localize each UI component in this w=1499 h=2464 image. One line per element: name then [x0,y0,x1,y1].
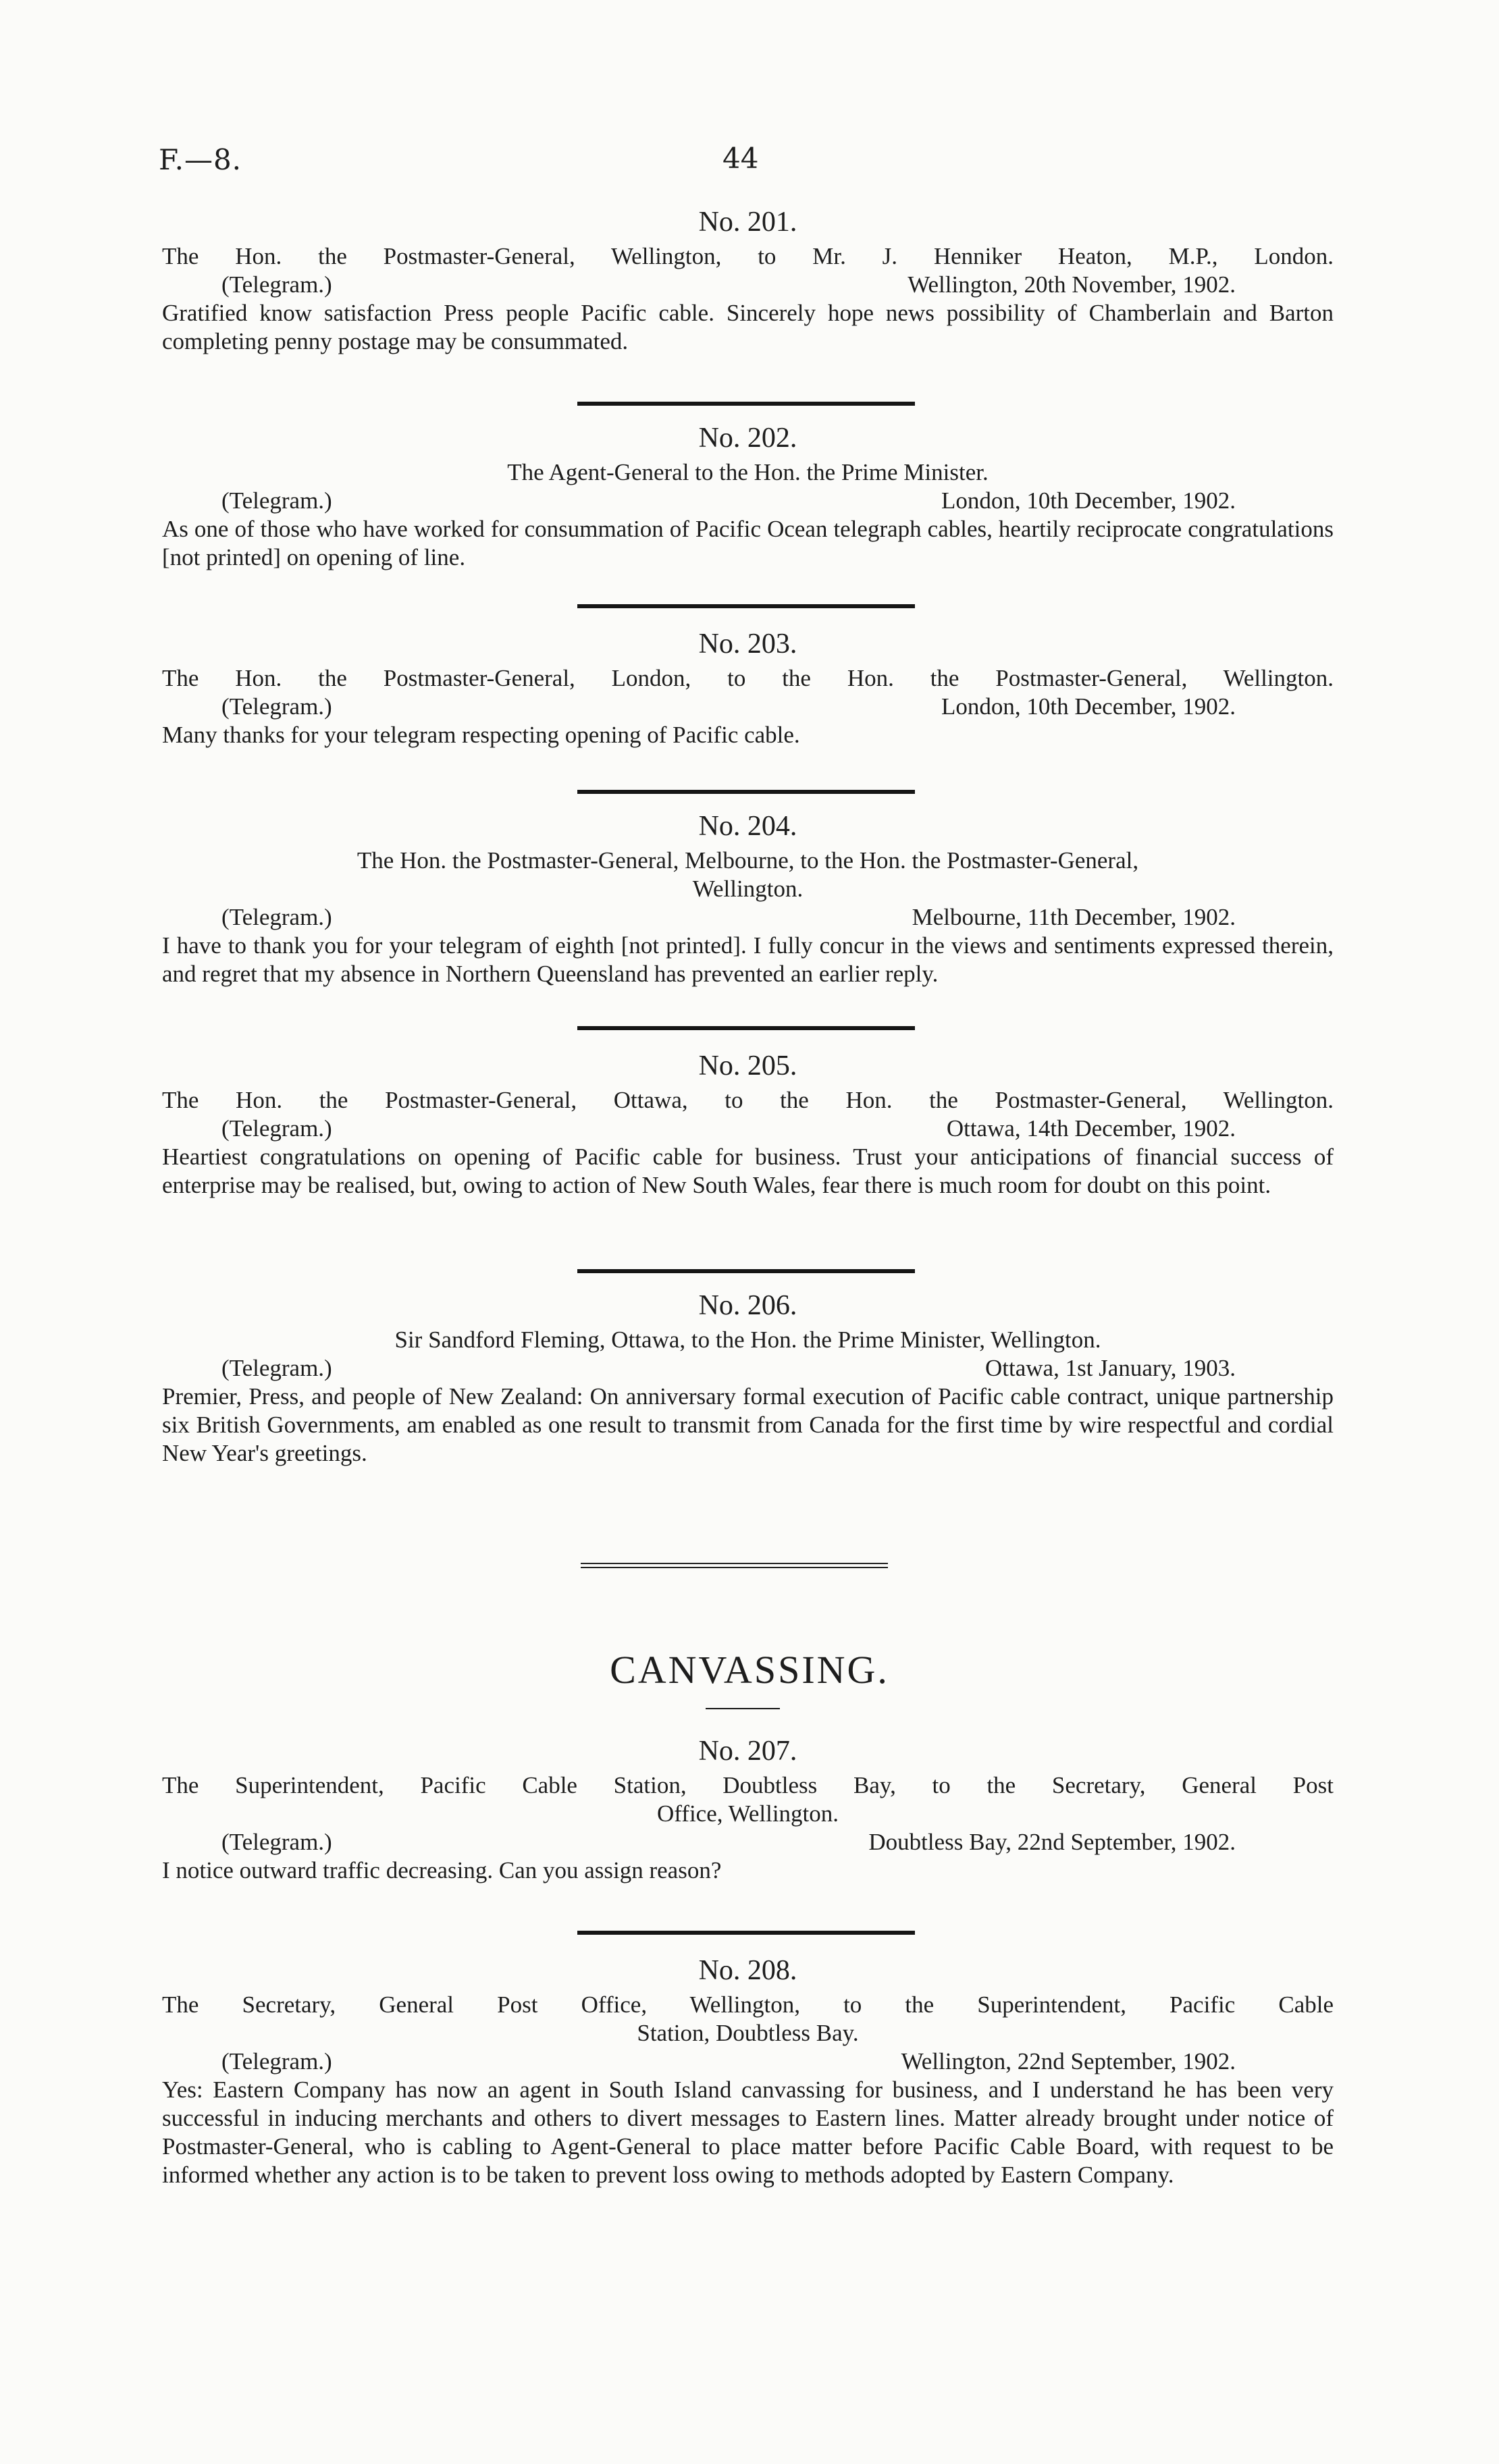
telegram-entry-203 [162,628,1334,749]
telegram-line [162,693,1334,721]
telegram-line [162,1354,1334,1383]
place-date: Ottawa, 1st January, 1903. [985,1355,1236,1381]
telegram-label: (Telegram.) [221,487,332,514]
place-date: Wellington, 22nd September, 1902. [901,2048,1236,2074]
entry-header-continued: Station, Doubtless Bay. [637,2020,859,2046]
entry-header: The Agent-General to the Hon. the Prime Minister. [507,459,989,485]
entry-header: The Secretary, General Post Office, Wellington, to the Superintendent, Pacific Cable [162,1991,1334,2018]
entry-number: No. 206. [698,1290,797,1321]
page-number: 44 [722,142,759,175]
telegram-line [162,2047,1334,2076]
telegram-entry-201 [162,206,1334,356]
entry-header: The Hon. the Postmaster-General, Ottawa, to the Hon. the Postmaster-General, Wellington. [162,1087,1334,1113]
entry-header: Sir Sandford Fleming, Ottawa, to the Hon. the Prime Minister, Wellington. [394,1327,1101,1353]
telegram-entry-205 [162,1050,1334,1200]
entry-number: No. 204. [698,811,797,842]
section-rule [577,1269,915,1273]
section-rule [577,1026,915,1030]
double-rule [581,1563,888,1568]
entry-number: No. 202. [698,423,797,454]
entry-body: I have to thank you for your telegram of eighth [not printed]. I fully concur in the views and sentiments expressed therein, and regret that my absence in Northern Queensland has prevented an earlier reply. [162,932,1334,987]
telegram-label: (Telegram.) [221,1115,332,1142]
entry-body: As one of those who have worked for consummation of Pacific Ocean telegraph cables, heartily reciprocate congratulations [not printed] on opening of line. [162,516,1334,570]
section-rule [577,1931,915,1935]
telegram-label: (Telegram.) [221,904,332,930]
entry-body: Yes: Eastern Company has now an agent in South Island canvassing for business, and I understand he has been very successful in inducing merchants and others to divert messages to Eastern lines. Matter already brought under notice of Postmaster-General, who is cabling to Agent-General to place matter before Pacific Cable Board, with request to be informed whether any action is to be taken to prevent loss owing to methods adopted by Eastern Company. [162,2077,1334,2188]
telegram-entry-207 [162,1735,1334,1885]
entry-body: Many thanks for your telegram respecting opening of Pacific cable. [162,722,800,748]
telegram-entry-208 [162,1954,1334,2189]
entry-body: Heartiest congratulations on opening of Pacific cable for business. Trust your anticipations of financial success of enterprise may be realised, but, owing to action of New South Wales, fear there is much room for doubt on this point. [162,1144,1334,1198]
page-reference: F.—8. [159,143,242,176]
entry-number: No. 201. [698,207,797,238]
telegram-line [162,271,1334,299]
entry-number: No. 205. [698,1050,797,1081]
place-date: London, 10th December, 1902. [941,693,1236,720]
place-date: Melbourne, 11th December, 1902. [912,904,1236,930]
telegram-label: (Telegram.) [221,1829,332,1855]
entry-header: The Superintendent, Pacific Cable Station, Doubtless Bay, to the Secretary, General Post [162,1772,1334,1798]
entry-body: I notice outward traffic decreasing. Can you assign reason? [162,1857,722,1883]
telegram-entry-204 [162,810,1334,988]
telegram-label: (Telegram.) [221,271,332,298]
place-date: London, 10th December, 1902. [941,487,1236,514]
telegram-line [162,903,1334,932]
section-title: CANVASSING. [610,1648,889,1692]
place-date: Ottawa, 14th December, 1902. [946,1115,1236,1142]
entry-number: No. 207. [698,1736,797,1767]
title-underline [706,1708,780,1709]
telegram-entry-202 [162,422,1334,572]
place-date: Doubtless Bay, 22nd September, 1902. [868,1829,1236,1855]
telegram-line [162,1828,1334,1856]
entry-body: Premier, Press, and people of New Zealand: On anniversary formal execution of Pacific cable contract, unique partnership six British Governments, am enabled as one result to transmit from Canada for the first time by wire respectful and cordial New Year's greetings. [162,1383,1334,1466]
telegram-line [162,1115,1334,1143]
entry-number: No. 208. [698,1955,797,1986]
entry-header: The Hon. the Postmaster-General, Wellington, to Mr. J. Henniker Heaton, M.P., London. [162,243,1334,269]
section-rule [577,604,915,608]
telegram-line [162,487,1334,515]
entry-header-continued: Wellington. [692,876,804,902]
entry-header-continued: Office, Wellington. [656,1800,839,1827]
telegram-label: (Telegram.) [221,1355,332,1381]
section-rule [577,790,915,794]
place-date: Wellington, 20th November, 1902. [908,271,1236,298]
entry-body: Gratified know satisfaction Press people Pacific cable. Sincerely hope news possibility of Chamberlain and Barton completing penny postage may be consummated. [162,300,1334,354]
telegram-label: (Telegram.) [221,2048,332,2074]
entry-header: The Hon. the Postmaster-General, London, to the Hon. the Postmaster-General, Wellington. [162,665,1334,691]
entry-number: No. 203. [698,628,797,660]
telegram-label: (Telegram.) [221,693,332,720]
telegram-entry-206 [162,1289,1334,1468]
entry-header: The Hon. the Postmaster-General, Melbourne, to the Hon. the Postmaster-General, [357,847,1139,874]
section-rule [577,402,915,406]
